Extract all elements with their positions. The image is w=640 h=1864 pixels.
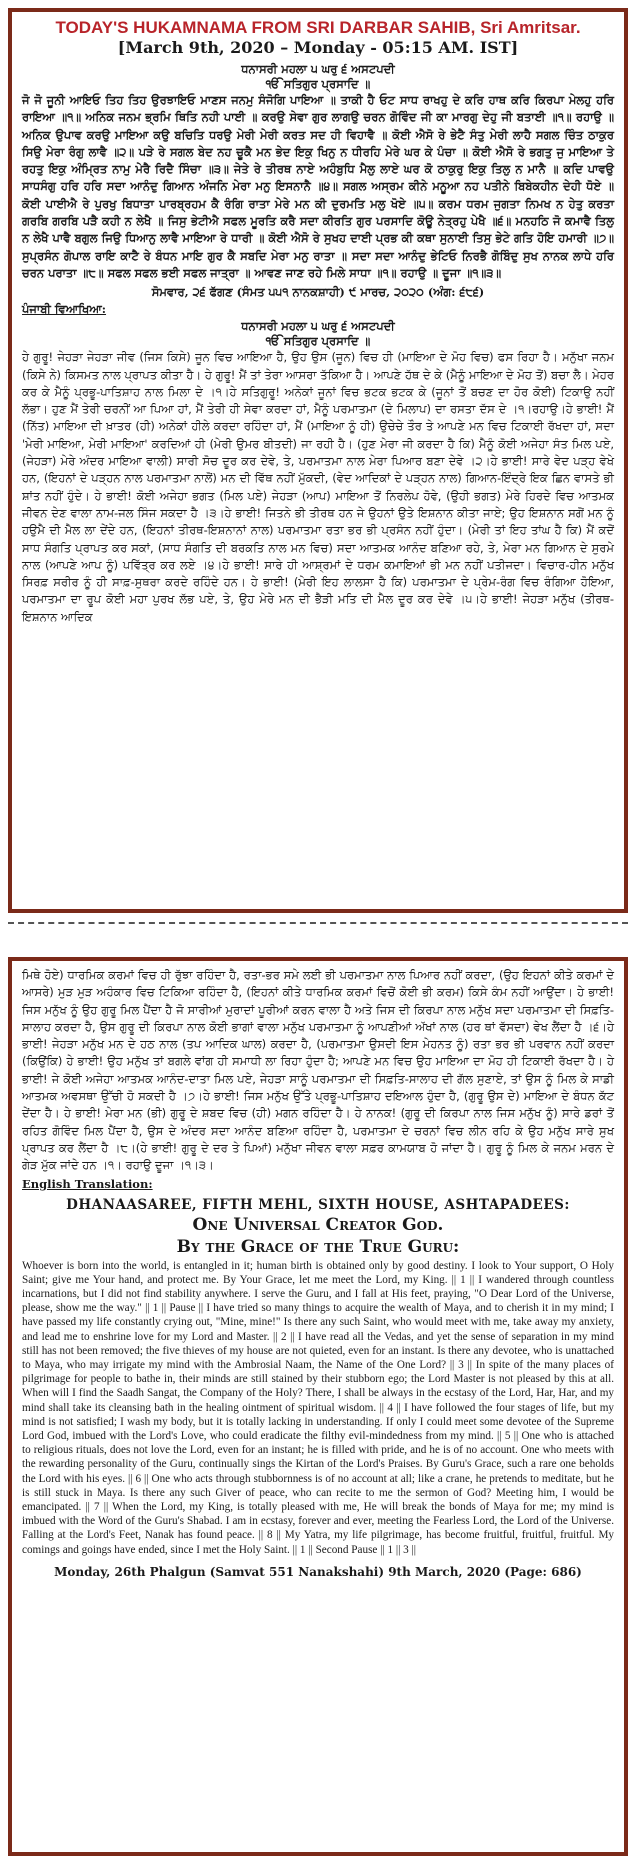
gurbani-mool-mantar: ੴ ਸਤਿਗੁਰ ਪ੍ਰਸਾਦਿ ॥: [265, 77, 371, 91]
vyakhya-mool-mantar: ੴ ਸਤਿਗੁਰ ਪ੍ਰਸਾਦਿ ॥: [265, 334, 371, 349]
gurbani-date-stamp: ਸੋਮਵਾਰ, ੨੬ ਫੱਗਣ (ਸੰਮਤ ੫੫੧ ਨਾਨਕਸ਼ਾਹੀ) ੯ ਮਾਰਚ, ੨੦੨੦ (ਅੰਗ: ੬੮੬): [151, 285, 485, 300]
english-heading: DHANAASAREE, FIFTH MEHL, SIXTH HOUSE, ASHTAPADEES:: [66, 1196, 570, 1213]
english-label: English Translation:: [22, 1176, 153, 1191]
page-title: TODAY'S HUKAMNAMA FROM SRI DARBAR SAHIB, Sri Amritsar.: [55, 18, 581, 37]
vyakhya-text-part1: ਹੇ ਗੁਰੂ! ਜੇਹੜਾ ਜੇਹੜਾ ਜੀਵ (ਜਿਸ ਕਿਸੇ) ਜੂਨ ਵਿਚ ਆਇਆ ਹੈ, ਉਹ ਉਸ (ਜੂਨ) ਵਿਚ ਹੀ (ਮਾਇਆ ਦੇ ਮੋਹ ਵਿਚ) ਫਸ ਰਿਹਾ ਹੈ। ਮਨੁੱਖਾ ਜਨਮ (ਕਿਸੇ ਨੇ) ਕਿਸਮਤ ਨਾਲ ਪ੍ਰਾਪਤ ਕੀਤਾ ਹੈ। ਹੇ ਗੁਰੂ! ਮੈਂ ਤਾਂ ਤੇਰਾ ਆਸਰਾ ਤੱਕਿਆ ਹੈ। ਆਪਣੇ ਹੱਥ ਦੇ ਕੇ (ਮੈਨੂੰ ਮਾਇਆ ਦੇ ਮੋਹ ਤੋਂ) ਬਚਾ ਲੈ। ਮੇਹਰ ਕਰ ਕੇ ਮੈਨੂੰ ਪ੍ਰਭੂ-ਪਾਤਿਸ਼ਾਹ ਨਾਲ ਮਿਲਾ ਦੇ ।੧।ਹੇ ਸਤਿਗੁਰੂ! ਅਨੇਕਾਂ ਜੂਨਾਂ ਵਿਚ ਭਟਕ ਭਟਕ ਕੇ (ਜੂਨਾਂ ਤੋਂ ਬਚਣ ਦਾ ਹੋਰ ਕੋਈ) ਟਿਕਾਉ ਨਹੀਂ ਲੱਭਾ। ਹੁਣ ਮੈਂ ਤੇਰੀ ਚਰਨੀਂ ਆ ਪਿਆ ਹਾਂ, ਮੈਂ ਤੇਰੀ ਹੀ ਸੇਵਾ ਕਰਦਾ ਹਾਂ, ਮੈਨੂੰ ਪਰਮਾਤਮਾ (ਦੇ ਮਿਲਾਪ) ਦਾ ਰਸਤਾ ਦੱਸ ਦੇ ।੧।ਰਹਾਉ।ਹੇ ਭਾਈ! ਮੈਂ (ਨਿੱਤ) ਮਾਇਆ ਦੀ ਖ਼ਾਤਰ (ਹੀ) ਅਨੇਕਾਂ ਹੀਲੇ ਕਰਦਾ ਰਹਿੰਦਾ ਹਾਂ, ਮੈਂ (ਮਾਇਆ ਨੂੰ ਹੀ) ਉਚੇਚੇ ਤੌਰ ਤੇ ਆਪਣੇ ਮਨ ਵਿਚ ਟਿਕਾਈ ਰੱਖਦਾ ਹਾਂ, ਸਦਾ 'ਮੇਰੀ ਮਾਇਆ, ਮੇਰੀ ਮਾਇਆ' ਕਰਦਿਆਂ ਹੀ (ਮੇਰੀ ਉਮਰ ਬੀਤਦੀ) ਜਾ ਰਹੀ ਹੈ। (ਹੁਣ ਮੇਰਾ ਜੀ ਕਰਦਾ ਹੈ ਕਿ) ਮੈਨੂੰ ਕੋਈ ਅਜੇਹਾ ਸੰਤ ਮਿਲ ਪਏ, (ਜੇਹੜਾ) ਮੇਰੇ ਅੰਦਰ ਮਾਇਆ ਵਾਲੀ) ਸਾਰੀ ਸੋਚ ਦੂਰ ਕਰ ਦੇਵੇ, ਤੇ, ਪਰਮਾਤਮਾ ਨਾਲ ਮੇਰਾ ਪਿਆਰ ਬਣਾ ਦੇਵੇ ।੨।ਹੇ ਭਾਈ! ਸਾਰੇ ਵੇਦ ਪੜ੍ਹ ਵੇਖੇ ਹਨ, (ਇਹਨਾਂ ਦੇ ਪੜ੍ਹਨ ਨਾਲ ਪਰਮਾਤਮਾ ਨਾਲੋਂ) ਮਨ ਦੀ ਵਿੱਥ ਨਹੀਂ ਮੁੱਕਦੀ, (ਵੇਦ ਆਦਿਕਾਂ ਦੇ ਪੜ੍ਹਨ ਨਾਲ) ਗਿਆਨ-ਇੰਦ੍ਰੇ ਇਕ ਛਿਨ ਵਾਸਤੇ ਭੀ ਸ਼ਾਂਤ ਨਹੀਂ ਹੁੰਦੇ। ਹੇ ਭਾਈ! ਕੋਈ ਅਜੇਹਾ ਭਗਤ (ਮਿਲ ਪਏ) ਜੇਹੜਾ (ਆਪ) ਮਾਇਆ ਤੋਂ ਨਿਰਲੇਪ ਹੋਵੇ, (ਉਹੀ ਭਗਤ) ਮੇਰੇ ਹਿਰਦੇ ਵਿਚ ਆਤਮਕ ਜੀਵਨ ਦੇਣ ਵਾਲਾ ਨਾਮ-ਜਲ ਸਿੰਜ ਸਕਦਾ ਹੈ ।੩।ਹੇ ਭਾਈ! ਜਿਤਨੇ ਭੀ ਤੀਰਥ ਹਨ ਜੇ ਉਹਨਾਂ ਉਤੇ ਇਸ਼ਨਾਨ ਕੀਤਾ ਜਾਏ; ਉਹ ਇਸ਼ਨਾਨ ਸਗੋਂ ਮਨ ਨੂੰ ਹਉਮੈ ਦੀ ਮੈਲ ਲਾ ਦੇਂਦੇ ਹਨ, (ਇਹਨਾਂ ਤੀਰਥ-ਇਸ਼ਨਾਨਾਂ ਨਾਲ) ਪਰਮਾਤਮਾ ਰਤਾ ਭਰ ਭੀ ਪ੍ਰਸੰਨ ਨਹੀਂ ਹੁੰਦਾ। (ਮੇਰੀ ਤਾਂ ਇਹ ਤਾਂਘ ਹੈ ਕਿ) ਮੈਂ ਕਦੋਂ ਸਾਧ ਸੰਗਤਿ ਪ੍ਰਾਪਤ ਕਰ ਸਕਾਂ, (ਸਾਧ ਸੰਗਤਿ ਦੀ ਬਰਕਤਿ ਨਾਲ ਮਨ ਵਿਚ) ਸਦਾ ਆਤਮਕ ਆਨੰਦ ਬਣਿਆ ਰਹੇ, ਤੇ, ਮੇਰਾ ਮਨ ਗਿਆਨ ਦੇ ਸੁਰਮੇ ਨਾਲ (ਆਪਣੇ ਆਪ ਨੂੰ) ਪਵਿੱਤ੍ਰ ਕਰ ਲਏ ।੪।ਹੇ ਭਾਈ! ਸਾਰੇ ਹੀ ਆਸ਼੍ਰਮਾਂ ਦੇ ਧਰਮ ਕਮਾਇਆਂ ਭੀ ਮਨ ਨਹੀਂ ਪਤੀਜਦਾ। ਵਿਚਾਰ-ਹੀਨ ਮਨੁੱਖ ਸਿਰਫ਼ ਸਰੀਰ ਨੂੰ ਹੀ ਸਾਫ਼-ਸੁਥਰਾ ਕਰਦੇ ਰਹਿੰਦੇ ਹਨ। ਹੇ ਭਾਈ! (ਮੇਰੀ ਇਹ ਲਾਲਸਾ ਹੈ ਕਿ) ਪਰਮਾਤਮਾ ਦੇ ਪ੍ਰੇਮ-ਰੰਗ ਵਿਚ ਰੰਗਿਆ ਹੋਇਆ, ਪਰਮਾਤਮਾ ਦਾ ਰੂਪ ਕੋਈ ਮਹਾ ਪੁਰਖ ਲੱਭ ਪਏ, ਤੇ, ਉਹ ਮੇਰੇ ਮਨ ਦੀ ਭੈੜੀ ਮਤਿ ਦੀ ਮੈਲ ਦੂਰ ਕਰ ਦੇਵੇ ।੫।ਹੇ ਭਾਈ! ਜੇਹੜਾ ਮਨੁੱਖ (ਤੀਰਥ-ਇਸ਼ਨਾਨ ਆਦਿਕ: [22, 350, 614, 624]
bottom-panel: [8, 957, 628, 1856]
date-line: [March 9th, 2020 – Monday - 05:15 AM. IST]: [117, 38, 519, 57]
vyakhya-label: ਪੰਜਾਬੀ ਵਿਆਖਿਆ:: [22, 302, 107, 317]
gurbani-heading: ਧਨਾਸਰੀ ਮਹਲਾ ੫ ਘਰੁ ੬ ਅਸਟਪਦੀ: [241, 62, 395, 76]
english-body: Whoever is born into the world, is entangled in it; human birth is obtained only by good destiny. I look to Your support, O Holy Saint; give me Your hand, and protect me. By Your Grace, let me meet the Lord, my King. || 1 || I wandered through countless incarnations, but I did not find stability anywhere. I serve the Guru, and I fall at His feet, praying, "O Dear Lord of the Universe, please, show me the way." || 1 || Pause || I have tried so many things to acquire the wealth of Maya, and to cherish it in my mind; I have passed my life constantly crying out, "Mine, mine!" Is there any such Saint, who would meet with me, take away my anxiety, and lead me to enshrine love for my Lord and Master. || 2 || I have read all the Vedas, and yet the sense of separation in my mind still has not been removed; the five thieves of my house are not quieted, even for an instant. Is there any devotee, who is unattached to Maya, who may irrigate my mind with the Ambrosial Naam, the Name of the One Lord? || 3 || In spite of the many places of pilgrimage for people to bathe in, their minds are still stained by their stubborn ego; the Lord Master is not pleased by this at all. When will I find the Saadh Sangat, the Company of the Holy? There, I shall be always in the ecstasy of the Lord, Har, Har, and my mind shall take its cleansing bath in the healing ointment of spiritual wisdom. || 4 || I have followed the four stages of life, but my mind is not satisfied; I wash my body, but it is totally lacking in understanding. If only I could meet some devotee of the Supreme Lord God, imbued with the Lord's Love, who could eradicate the filthy evil-mindedness from my mind. || 5 || One who is attached to religious rituals, does not love the Lord, even for an instant; he is filled with pride, and he is of no account. One who meets with the rewarding personality of the Guru, continually sings the Kirtan of the Lord's Praises. By Guru's Grace, such a rare one beholds the Lord with his eyes. || 6 || One who acts through stubbornness is of no account at all; like a crane, he pretends to meditate, but he is still stuck in Maya. Is there any such Giver of peace, who can recite to me the sermon of God? Meeting him, I would be emancipated. || 7 || When the Lord, my King, is totally pleased with me, He will break the bonds of Maya for me; my mind is imbued with the Word of the Guru's Shabad. I am in ecstasy, forever and ever, meeting the Fearless Lord, the Lord of the Universe. Falling at the Lord's Feet, Nanak has found peace. || 8 || My Yatra, my life pilgrimage, has become fruitful, fruitful, fruitful. My comings and goings have ended, since I met the Holy Saint. || 1 || Second Pause || 1 || 3 ||: [22, 1259, 614, 1556]
english-footer: Monday, 26th Phalgun (Samvat 551 Nanakshahi) 9th March, 2020 (Page: 686): [54, 1564, 582, 1579]
vyakhya-heading: ਧਨਾਸਰੀ ਮਹਲਾ ੫ ਘਰੁ ੬ ਅਸਟਪਦੀ: [241, 319, 395, 334]
divider: [8, 922, 628, 924]
gurbani-text: ਜੋ ਜੋ ਜੂਨੀ ਆਇਓ ਤਿਹ ਤਿਹ ਉਰਝਾਇਓ ਮਾਣਸ ਜਨਮੁ ਸੰਜੋਗਿ ਪਾਇਆ ॥ ਤਾਕੀ ਹੈ ਓਟ ਸਾਧ ਰਾਖਹੁ ਦੇ ਕਰਿ ਹਾਥ ਕਰਿ ਕਿਰਪਾ ਮੇਲਹੁ ਹਰਿ ਰਾਇਆ ॥੧॥ ਅਨਿਕ ਜਨਮ ਭ੍ਰਮਿ ਥਿਤਿ ਨਹੀ ਪਾਈ ॥ ਕਰਉ ਸੇਵਾ ਗੁਰ ਲਾਗਉ ਚਰਨ ਗੋਵਿੰਦ ਜੀ ਕਾ ਮਾਰਗੁ ਦੇਹੁ ਜੀ ਬਤਾਈ ॥੧॥ ਰਹਾਉ ॥ ਅਨਿਕ ਉਪਾਵ ਕਰਉ ਮਾਇਆ ਕਉ ਬਚਿਤਿ ਧਰਉ ਮੇਰੀ ਮੇਰੀ ਕਰਤ ਸਦ ਹੀ ਵਿਹਾਵੈ ॥ ਕੋਈ ਐਸੋ ਰੇ ਭੇਟੈ ਸੰਤੁ ਮੇਰੀ ਲਾਹੈ ਸਗਲ ਚਿੰਤ ਠਾਕੁਰ ਸਿਉ ਮੇਰਾ ਰੰਗੁ ਲਾਵੈ ॥੨॥ ਪੜੇ ਰੇ ਸਗਲ ਬੇਦ ਨਹ ਚੂਕੈ ਮਨ ਭੇਦ ਇਕੁ ਖਿਨੁ ਨ ਧੀਰਹਿ ਮੇਰੇ ਘਰ ਕੇ ਪੰਚਾ ॥ ਕੋਈ ਐਸੋ ਰੇ ਭਗਤੁ ਜੁ ਮਾਇਆ ਤੇ ਰਹਤੁ ਇਕੁ ਅੰਮ੍ਰਿਤ ਨਾਮੁ ਮੇਰੈ ਰਿਦੈ ਸਿੰਚਾ ॥੩॥ ਜੇਤੇ ਰੇ ਤੀਰਥ ਨਾਏ ਅਹੰਬੁਧਿ ਮੈਲੁ ਲਾਏ ਘਰ ਕੋ ਠਾਕੁਰੁ ਇਕੁ ਤਿਲੁ ਨ ਮਾਨੈ ॥ ਕਦਿ ਪਾਵਉ ਸਾਧਸੰਗੁ ਹਰਿ ਹਰਿ ਸਦਾ ਆਨੰਦੁ ਗਿਆਨ ਅੰਜਨਿ ਮੇਰਾ ਮਨੁ ਇਸਨਾਨੈ ॥੪॥ ਸਗਲ ਅਸ੍ਰਮ ਕੀਨੇ ਮਨੂਆ ਨਹ ਪਤੀਨੇ ਬਿਬੇਕਹੀਨ ਦੇਹੀ ਧੋਏ ॥ ਕੋਈ ਪਾਈਐ ਰੇ ਪੁਰਖੁ ਬਿਧਾਤਾ ਪਾਰਬ੍ਰਹਮ ਕੈ ਰੰਗਿ ਰਾਤਾ ਮੇਰੇ ਮਨ ਕੀ ਦੁਰਮਤਿ ਮਲੁ ਖੋਏ ॥੫॥ ਕਰਮ ਧਰਮ ਜੁਗਤਾ ਨਿਮਖ ਨ ਹੇਤੁ ਕਰਤਾ ਗਰਬਿ ਗਰਬਿ ਪੜੈ ਕਹੀ ਨ ਲੇਖੈ ॥ ਜਿਸੁ ਭੇਟੀਐ ਸਫਲ ਮੂਰਤਿ ਕਰੈ ਸਦਾ ਕੀਰਤਿ ਗੁਰ ਪਰਸਾਦਿ ਕੋਊ ਨੇਤ੍ਰਹੁ ਪੇਖੈ ॥੬॥ ਮਨਹਠਿ ਜੋ ਕਮਾਵੈ ਤਿਲੁ ਨ ਲੇਖੈ ਪਾਵੈ ਬਗੁਲ ਜਿਉ ਧਿਆਨੁ ਲਾਵੈ ਮਾਇਆ ਰੇ ਧਾਰੀ ॥ ਕੋਈ ਐਸੋ ਰੇ ਸੁਖਹ ਦਾਈ ਪ੍ਰਭ ਕੀ ਕਥਾ ਸੁਨਾਈ ਤਿਸੁ ਭੇਟੇ ਗਤਿ ਹੋਇ ਹਮਾਰੀ ॥੭॥ ਸੁਪ੍ਰਸੰਨ ਗੋਪਾਲ ਰਾਇ ਕਾਟੈ ਰੇ ਬੰਧਨ ਮਾਇ ਗੁਰ ਕੈ ਸਬਦਿ ਮੇਰਾ ਮਨੁ ਰਾਤਾ ॥ ਸਦਾ ਸਦਾ ਆਨੰਦੁ ਭੇਟਿਓ ਨਿਰਭੈ ਗੋਬਿੰਦੁ ਸੁਖ ਨਾਨਕ ਲਾਧੇ ਹਰਿ ਚਰਨ ਪਰਾਤਾ ॥੮॥ ਸਫਲ ਸਫਲ ਭਈ ਸਫਲ ਜਾਤ੍ਰਾ ॥ ਆਵਣ ਜਾਣ ਰਹੇ ਮਿਲੇ ਸਾਧਾ ॥੧॥ ਰਹਾਉ ॥ ਦੂਜਾ ॥੧॥੩॥: [22, 93, 614, 280]
english-line-two: By the Grace of the True Guru:: [176, 1236, 460, 1257]
vyakhya-text-part2: ਮਿਥੇ ਹੋਏ) ਧਾਰਮਿਕ ਕਰਮਾਂ ਵਿਚ ਹੀ ਰੁੱਝਾ ਰਹਿੰਦਾ ਹੈ, ਰਤਾ-ਭਰ ਸਮੇ ਲਈ ਭੀ ਪਰਮਾਤਮਾ ਨਾਲ ਪਿਆਰ ਨਹੀਂ ਕਰਦਾ, (ਉਹ ਇਹਨਾਂ ਕੀਤੇ ਕਰਮਾਂ ਦੇ ਆਸਰੇ) ਮੁੜ ਮੁੜ ਅਹੰਕਾਰ ਵਿਚ ਟਿਕਿਆ ਰਹਿੰਦਾ ਹੈ, (ਇਹਨਾਂ ਕੀਤੇ ਧਾਰਮਿਕ ਕਰਮਾਂ ਵਿਚੋਂ ਕੋਈ ਭੀ ਕਰਮ) ਕਿਸੇ ਕੰਮ ਨਹੀਂ ਆਉਂਦਾ। ਹੇ ਭਾਈ! ਜਿਸ ਮਨੁੱਖ ਨੂੰ ਉਹ ਗੁਰੂ ਮਿਲ ਪੈਂਦਾ ਹੈ ਜੋ ਸਾਰੀਆਂ ਮੁਰਾਦਾਂ ਪੂਰੀਆਂ ਕਰਨ ਵਾਲਾ ਹੈ ਅਤੇ ਜਿਸ ਦੀ ਕਿਰਪਾ ਨਾਲ ਮਨੁੱਖ ਸਦਾ ਪਰਮਾਤਮਾ ਦੀ ਸਿਫ਼ਤਿ-ਸਾਲਾਹ ਕਰਦਾ ਹੈ, ਉਸ ਗੁਰੂ ਦੀ ਕਿਰਪਾ ਨਾਲ ਕੋਈ ਭਾਗਾਂ ਵਾਲਾ ਮਨੁੱਖ ਪਰਮਾਤਮਾ ਨੂੰ ਆਪਣੀਆਂ ਅੱਖਾਂ ਨਾਲ (ਹਰ ਥਾਂ ਵੱਸਦਾ) ਵੇਖ ਲੈਂਦਾ ਹੈ ।੬।ਹੇ ਭਾਈ! ਜੇਹੜਾ ਮਨੁੱਖ ਮਨ ਦੇ ਹਠ ਨਾਲ (ਤਪ ਆਦਿਕ ਘਾਲ) ਕਰਦਾ ਹੈ, (ਪਰਮਾਤਮਾ ਉਸਦੀ ਇਸ ਮੇਹਨਤ ਨੂੰ) ਰਤਾ ਭਰ ਭੀ ਪਰਵਾਨ ਨਹੀਂ ਕਰਦਾ (ਕਿਉਂਕਿ) ਹੇ ਭਾਈ! ਉਹ ਮਨੁੱਖ ਤਾਂ ਬਗਲੇ ਵਾਂਗ ਹੀ ਸਮਾਧੀ ਲਾ ਰਿਹਾ ਹੁੰਦਾ ਹੈ; ਆਪਣੇ ਮਨ ਵਿਚ ਉਹ ਮਾਇਆ ਦਾ ਮੋਹ ਹੀ ਟਿਕਾਈ ਰੱਖਦਾ ਹੈ। ਹੇ ਭਾਈ! ਜੇ ਕੋਈ ਅਜੇਹਾ ਆਤਮਕ ਆਨੰਦ-ਦਾਤਾ ਮਿਲ ਪਏ, ਜੇਹੜਾ ਸਾਨੂੰ ਪਰਮਾਤਮਾ ਦੀ ਸਿਫ਼ਤਿ-ਸਾਲਾਹ ਦੀ ਗੱਲ ਸੁਣਾਏ, ਤਾਂ ਉਸ ਨੂੰ ਮਿਲ ਕੇ ਸਾਡੀ ਆਤਮਕ ਅਵਸਥਾ ਉੱਚੀ ਹੋ ਸਕਦੀ ਹੈ ।੭।ਹੇ ਭਾਈ! ਜਿਸ ਮਨੁੱਖ ਉੱਤੇ ਪ੍ਰਭੂ-ਪਾਤਿਸ਼ਾਹ ਦਇਆਲ ਹੁੰਦਾ ਹੈ, (ਗੁਰੂ ਉਸ ਦੇ) ਮਾਇਆ ਦੇ ਬੰਧਨ ਕੱਟ ਦੇਂਦਾ ਹੈ। ਹੇ ਭਾਈ! ਮੇਰਾ ਮਨ (ਭੀ) ਗੁਰੂ ਦੇ ਸ਼ਬਦ ਵਿਚ (ਹੀ) ਮਗਨ ਰਹਿੰਦਾ ਹੈ। ਹੇ ਨਾਨਕ! (ਗੁਰੂ ਦੀ ਕਿਰਪਾ ਨਾਲ ਜਿਸ ਮਨੁੱਖ ਨੂੰ) ਸਾਰੇ ਡਰਾਂ ਤੋਂ ਰਹਿਤ ਗੋਵਿੰਦ ਮਿਲ ਪੈਂਦਾ ਹੈ, ਉਸ ਦੇ ਅੰਦਰ ਸਦਾ ਆਨੰਦ ਬਣਿਆ ਰਹਿੰਦਾ ਹੈ, ਪਰਮਾਤਮਾ ਦੇ ਚਰਨਾਂ ਵਿਚ ਲੀਨ ਰਹਿ ਕੇ ਉਹ ਮਨੁੱਖ ਸਾਰੇ ਸੁਖ ਪ੍ਰਾਪਤ ਕਰ ਲੈਂਦਾ ਹੈ ।੮।(ਹੇ ਭਾਈ! ਗੁਰੂ ਦੇ ਦਰ ਤੇ ਪਿਆਂ) ਮਨੁੱਖਾ ਜੀਵਨ ਵਾਲਾ ਸਫ਼ਰ ਕਾਮਯਾਬ ਹੋ ਜਾਂਦਾ ਹੈ। ਗੁਰੂ ਨੂੰ ਮਿਲ ਕੇ ਜਨਮ ਮਰਨ ਦੇ ਗੇੜ ਮੁੱਕ ਜਾਂਦੇ ਹਨ ।੧। ਰਹਾਉ ਦੂਜਾ ।੧।੩।: [22, 968, 614, 1173]
top-panel: [8, 8, 628, 913]
english-line-one: One Universal Creator God.: [192, 1214, 444, 1235]
